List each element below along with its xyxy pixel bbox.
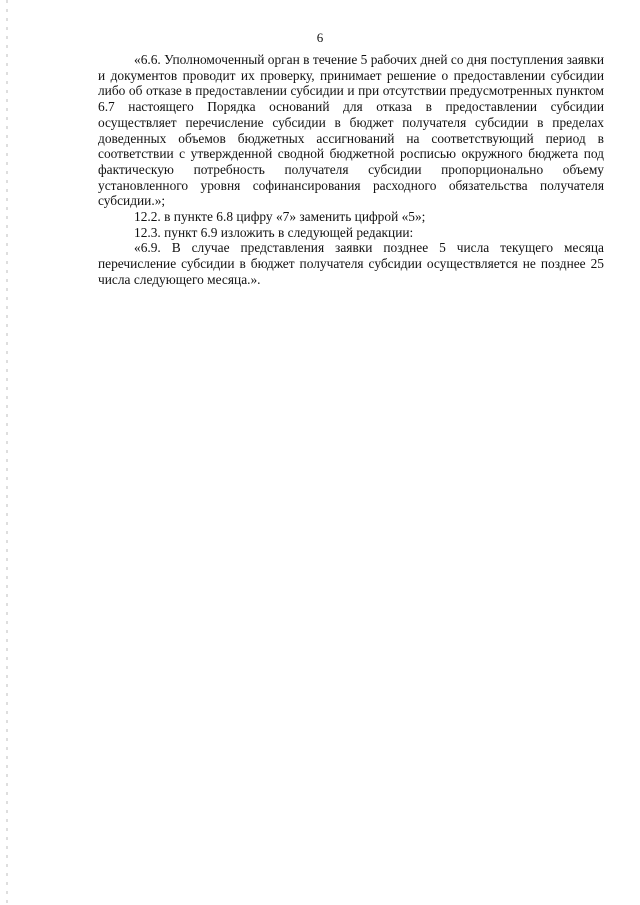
paragraph-12-2: 12.2. в пункте 6.8 цифру «7» заменить цифрой «5»; — [134, 209, 426, 225]
page-number: 6 — [316, 30, 324, 45]
paragraph-6-6: «6.6. Уполномоченный орган в течение 5 рабочих дней со дня поступления заявки и документов проводит их проверку, принимает решение о предоставлении субсидии либо об отказе в предоставлении субсидии и при отсутствии предусмотренных пунктом 6.7 настоящего Порядка оснований для отказа в предоставлении субсидии осуществляет перечисление субсидии в бюджет получателя субсидии в пределах доведенных объемов бюджетных ассигнований на соответствующий период в соответствии с утвержденной сводной бюджетной росписью окружного бюджета под фактическую потребность получателя субсидии пропорционально объему установленного уровня софинансирования расходного обязательства получателя субсидии.»; — [98, 52, 604, 209]
scan-edge-artifact — [6, 0, 8, 905]
paragraph-6-9: «6.9. В случае представления заявки позднее 5 числа текущего месяца перечисление субсидии в бюджет получателя субсидии осуществляется не позднее 25 числа следующего месяца.». — [98, 240, 604, 287]
paragraph-12-3: 12.3. пункт 6.9 изложить в следующей редакции: — [134, 224, 414, 240]
document-body — [98, 52, 604, 288]
